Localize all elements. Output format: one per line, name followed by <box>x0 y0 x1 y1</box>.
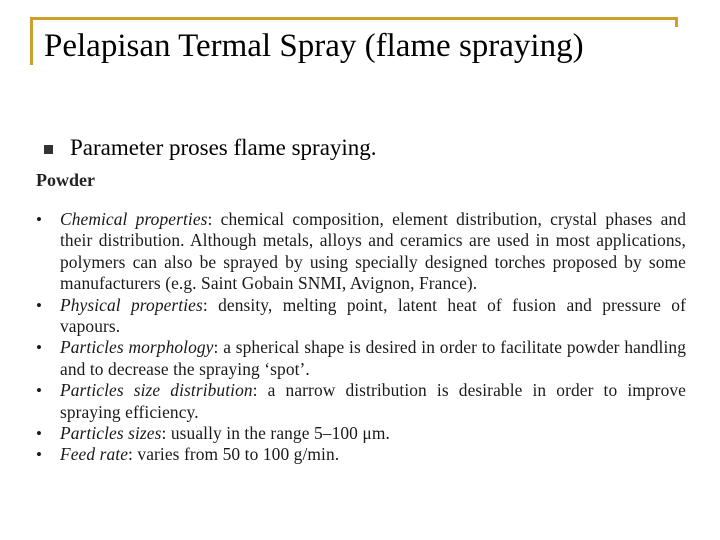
excerpt-heading: Powder <box>36 170 95 190</box>
item-term: Particles sizes <box>60 423 162 444</box>
bullet-dot-icon: • <box>36 210 43 229</box>
list-item <box>36 337 686 380</box>
item-term: Physical properties <box>60 294 203 315</box>
list-item <box>36 444 686 465</box>
title-frame-right <box>675 17 678 27</box>
bullet-dot-icon: • <box>36 338 43 358</box>
list-item <box>36 209 686 295</box>
item-term: Particles morphology <box>60 337 214 358</box>
slide-bullet <box>44 135 377 161</box>
slide-bullet-text: Parameter proses flame spraying. <box>70 135 377 160</box>
item-text: : a spherical shape is desired in order to facilitate powder handling and to decrease the spraying ‘spot’. <box>60 337 686 379</box>
bullet-dot-icon: • <box>36 424 43 444</box>
list-item <box>36 380 686 423</box>
item-text: : varies from 50 to 100 g/min. <box>128 444 340 465</box>
item-term: Feed rate <box>60 444 129 465</box>
scanned-excerpt <box>36 170 686 466</box>
list-item <box>36 423 686 444</box>
item-text: : density, melting point, latent heat of fusion and pressure of vapours. <box>60 294 686 337</box>
bullet-dot-icon: • <box>36 445 43 465</box>
excerpt-list <box>36 209 686 466</box>
item-text: : usually in the range 5–100 μm. <box>161 423 390 444</box>
square-bullet-icon <box>44 145 53 154</box>
item-term: Chemical properties <box>60 209 208 229</box>
slide-title: Pelapisan Termal Spray (flame spraying) <box>44 28 584 64</box>
item-term: Particles size distribution <box>60 380 253 401</box>
bullet-dot-icon: • <box>36 295 43 315</box>
list-item <box>36 295 686 338</box>
title-frame-left <box>30 17 33 65</box>
item-text: : chemical composition, element distribution, crystal phases and their distribution. Although metals, alloys and ceramics are used in most applications, polymers can also be sprayed by using specially designed torches proposed by some manufacturers (e.g. Saint Gobain SNMI, Avignon, France). <box>60 209 687 294</box>
title-frame-top <box>30 17 678 20</box>
bullet-dot-icon: • <box>36 381 43 401</box>
item-text: : a narrow distribution is desirable in order to improve spraying efficiency. <box>60 380 686 422</box>
